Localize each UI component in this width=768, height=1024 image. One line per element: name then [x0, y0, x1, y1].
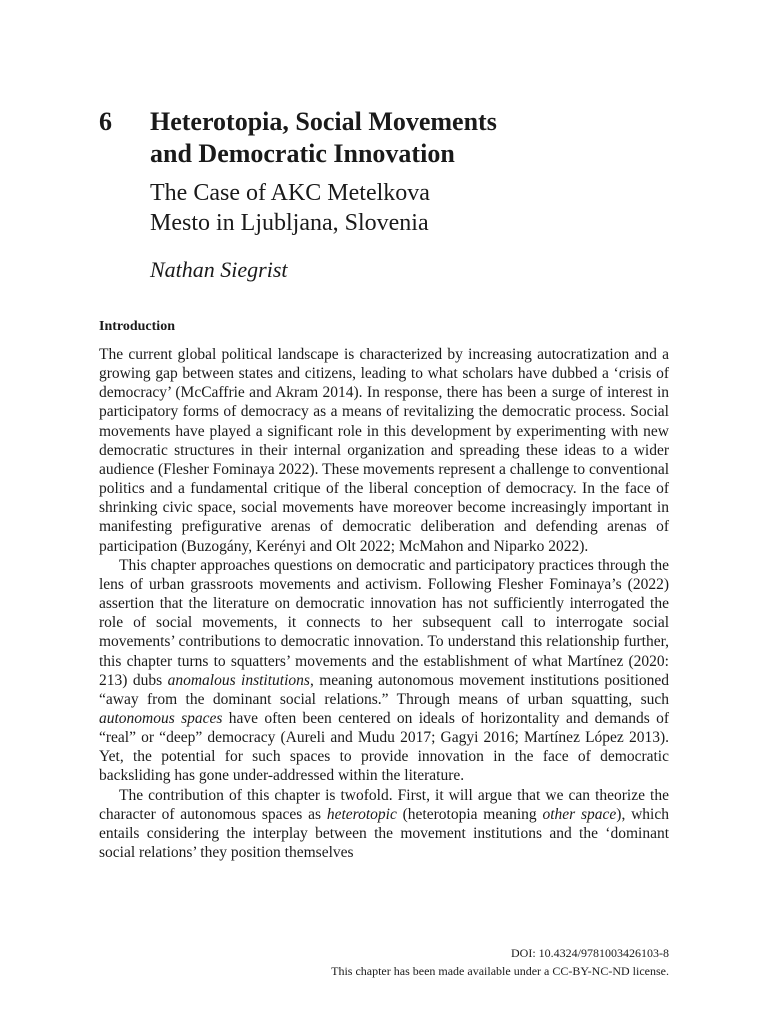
- paragraph-2-emphasis-1: anomalous institutions: [167, 671, 310, 689]
- paragraph-3-emphasis-2: other space: [542, 805, 617, 823]
- paragraph-3: [99, 786, 669, 863]
- section-heading: Introduction: [99, 319, 175, 334]
- paragraph-3-text-c: ), which entails considering the interplay between the movement institutions and the ‘dominant social relations’ they position themselves: [99, 805, 669, 862]
- chapter-title: Heterotopia, Social Movements and Democratic Innovation: [150, 107, 497, 168]
- chapter-number: 6: [99, 107, 112, 136]
- paragraph-3-emphasis-1: heterotopic: [326, 805, 397, 823]
- chapter-title-block: [150, 106, 670, 284]
- paragraph-2: [99, 556, 669, 786]
- doi-text: DOI: 10.4324/9781003426103-8: [511, 946, 669, 960]
- paragraph-2-text-b: , meaning autonomous movement institutions positioned “away from the dominant social relations.” Through means of urban squatting, such: [99, 671, 670, 708]
- paragraph-3-text-b: (heterotopia meaning: [396, 805, 543, 823]
- chapter-subtitle: The Case of AKC Metelkova Mesto in Ljubljana, Slovenia: [150, 180, 430, 236]
- chapter-author: Nathan Siegrist: [150, 257, 288, 282]
- paragraph-2-emphasis-2: autonomous spaces: [99, 709, 223, 727]
- paragraph-3-text-a: The contribution of this chapter is twofold. First, it will argue that we can theorize the character of autonomous spaces as: [99, 786, 669, 823]
- license-text: This chapter has been made available under a CC-BY-NC-ND license.: [331, 964, 669, 978]
- page-footer: [331, 944, 669, 980]
- body-text: [99, 345, 669, 862]
- paragraph-1: The current global political landscape is characterized by increasing autocratization and a growing gap between states and citizens, leading to what scholars have dubbed a ‘crisis of democracy’ (McCaffrie and Akram 2014). In response, there has been a surge of interest in participatory forms of democracy as a means of revitalizing the democratic process. Social movements have played a significant role in this development by experimenting with new democratic structures in their internal organization and spreading these ideas to a wider audience (Flesher Fominaya 2022). These movements represent a challenge to conventional politics and a fundamental critique of the liberal conception of democracy. In the face of shrinking civic space, social movements have moreover become increasingly important in manifesting prefigurative arenas of democratic deliberation and defending arenas of participation (Buzogány, Kerényi and Olt 2022; McMahon and Niparko 2022).: [99, 346, 670, 555]
- paragraph-2-text-c: have often been centered on ideals of horizontality and demands of “real” or “deep” democracy (Aureli and Mudu 2017; Gagyi 2016; Martínez López 2013). Yet, the potential for such spaces to provide innovation in the face of democratic backsliding has gone under-addressed within the literature.: [99, 709, 669, 785]
- paragraph-2-text-a: This chapter approaches questions on democratic and participatory practices through the lens of urban grassroots movements and activism. Following Flesher Fominaya’s (2022) assertion that the literature on democratic innovation has not sufficiently interrogated the role of social movements, it connects to her subsequent call to interrogate social movements’ contributions to democratic innovation. To understand this relationship further, this chapter turns to squatters’ movements and the establishment of what Martínez (2020: 213) dubs: [99, 556, 669, 689]
